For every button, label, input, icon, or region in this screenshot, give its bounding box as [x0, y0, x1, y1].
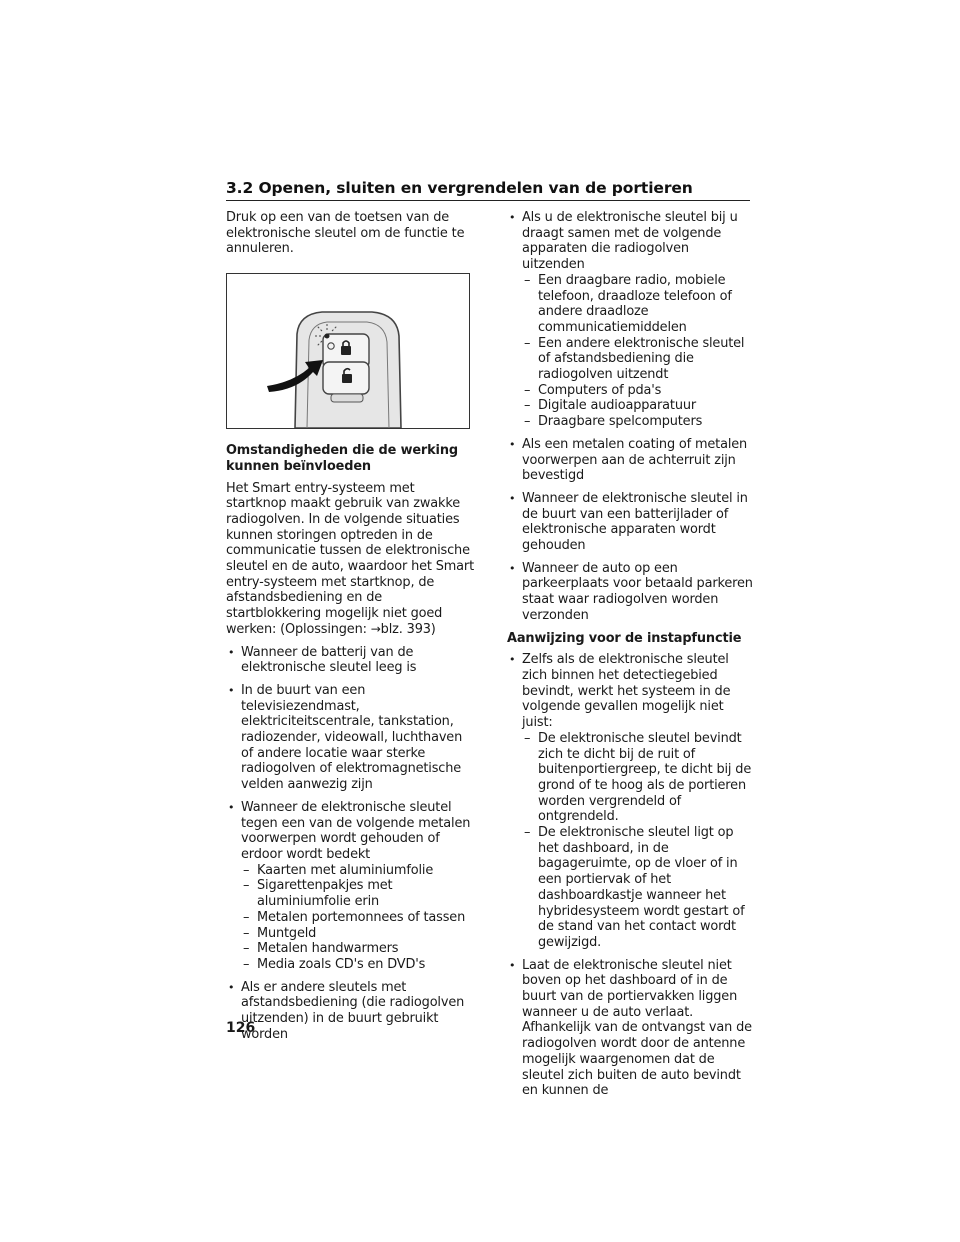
conditions-list [226, 645, 474, 1043]
list-item: – Muntgeld [241, 926, 474, 942]
list-item [226, 800, 474, 973]
malfunction-cases-list [522, 731, 753, 951]
list-item [507, 491, 753, 554]
section-header [226, 178, 750, 201]
list-item [226, 645, 474, 676]
bullet-text: Zelfs als de elektronische sleutel zich binnen het detectiegebied bevindt, werkt het systeem in de volgende gevallen mogelijk niet juist: [522, 652, 731, 731]
bullet-text: Als een metalen coating of metalen voorwerpen aan de achterruit zijn bevestigd [522, 436, 748, 484]
list-item: – Een andere elektronische sleutel of afstandsbediening die radiogolven uitzendt [522, 336, 753, 383]
list-item [507, 437, 753, 484]
bullet-text: Wanneer de elektronische sleutel tegen een van de volgende metalen voorwerpen wordt gehouden of erdoor wordt bedekt [241, 799, 471, 862]
list-item: – De elektronische sleutel bevindt zich te dicht bij de ruit of buitenportiergreep, te dicht bij de grond of te hoog als de portieren worden vergrendeld of ontgrendeld. [522, 731, 753, 825]
conditions-paragraph [226, 481, 474, 638]
page-ref-arrow: → [370, 621, 381, 636]
list-item: – Kaarten met aluminiumfolie [241, 863, 474, 879]
radio-devices-list [522, 273, 753, 430]
list-item: – Sigarettenpakjes met aluminiumfolie erin [241, 878, 474, 909]
entry-function-heading: Aanwijzing voor de instapfunctie [507, 630, 742, 646]
conditions-heading: Omstandigheden die de werking kunnen beïnvloeden [226, 443, 458, 474]
electronic-key-icon [227, 274, 469, 428]
page-number: 126 [226, 1020, 256, 1036]
list-item: – De elektronische sleutel ligt op het dashboard, in de bagageruimte, op de vloer of in een portiervak of het dashboardkastje wanneer het hybridesysteem wordt gestart of de stand van het contact wordt gewijzigd. [522, 825, 753, 951]
list-item: – Metalen handwarmers [241, 941, 474, 957]
list-item: – Media zoals CD's en DVD's [241, 957, 474, 973]
intro-paragraph: Druk op een van de toetsen van de elektronische sleutel om de functie te annuleren. [226, 210, 465, 257]
list-item: – Een draagbare radio, mobiele telefoon, draadloze telefoon of andere draadloze communicatiemiddelen [522, 273, 753, 336]
list-item: – Draagbare spelcomputers [522, 414, 753, 430]
list-item [226, 980, 474, 1043]
conditions-list-continued [507, 210, 753, 624]
bullet-text: Als er andere sleutels met afstandsbediening (die radiogolven uitzenden) in de buurt gebruikt worden [241, 979, 465, 1042]
left-column [226, 210, 474, 1049]
bullet-text: In de buurt van een televisiezendmast, elektriciteitscentrale, tankstation, radiozender, videowall, luchthaven of andere locatie waar sterke radiogolven of elektromagnetische velden aanwezig zijn [241, 682, 463, 793]
list-item [507, 561, 753, 624]
list-item [226, 683, 474, 793]
section-title: 3.2 Openen, sluiten en vergrendelen van de portieren [226, 179, 693, 197]
right-column [507, 210, 753, 1106]
metal-objects-list [241, 863, 474, 973]
list-item [507, 652, 753, 950]
key-illustration [226, 273, 470, 429]
bullet-text: Wanneer de batterij van de elektronische sleutel leeg is [241, 644, 417, 676]
list-item: – Computers of pda's [522, 383, 753, 399]
bullet-text: Als u de elektronische sleutel bij u draagt samen met de volgende apparaten die radiogolven uitzenden [522, 210, 738, 273]
bullet-text: Wanneer de elektronische sleutel in de buurt van een batterijlader of elektronische apparaten wordt gehouden [522, 490, 748, 554]
page-ref-link[interactable]: blz. 393) [380, 621, 436, 637]
list-item: – Digitale audioapparatuur [522, 398, 753, 414]
list-item [507, 210, 753, 430]
entry-function-list [507, 652, 753, 1099]
conditions-text: Het Smart entry-systeem met startknop maakt gebruik van zwakke radiogolven. In de volgende situaties kunnen storingen optreden in de communicatie tussen de elektronische sleutel en de auto, waardoor het Smart entry-systeem met startknop, de afstandsbediening en de startblokkering mogelijk niet goed werken: (Oplossingen: [226, 480, 474, 637]
bullet-text: Laat de elektronische sleutel niet boven op het dashboard of in de buurt van de portiervakken liggen wanneer u de auto verlaat. Afhankelijk van de ontvangst van de radiogolven wordt door de antenne mogelijk waargenomen dat de sleutel zich buiten de auto bevindt en kunnen de [522, 957, 752, 1099]
list-item [507, 958, 753, 1099]
bullet-text: Wanneer de auto op een parkeerplaats voor betaald parkeren staat waar radiogolven worden verzonden [522, 560, 753, 623]
list-item: – Metalen portemonnees of tassen [241, 910, 474, 926]
